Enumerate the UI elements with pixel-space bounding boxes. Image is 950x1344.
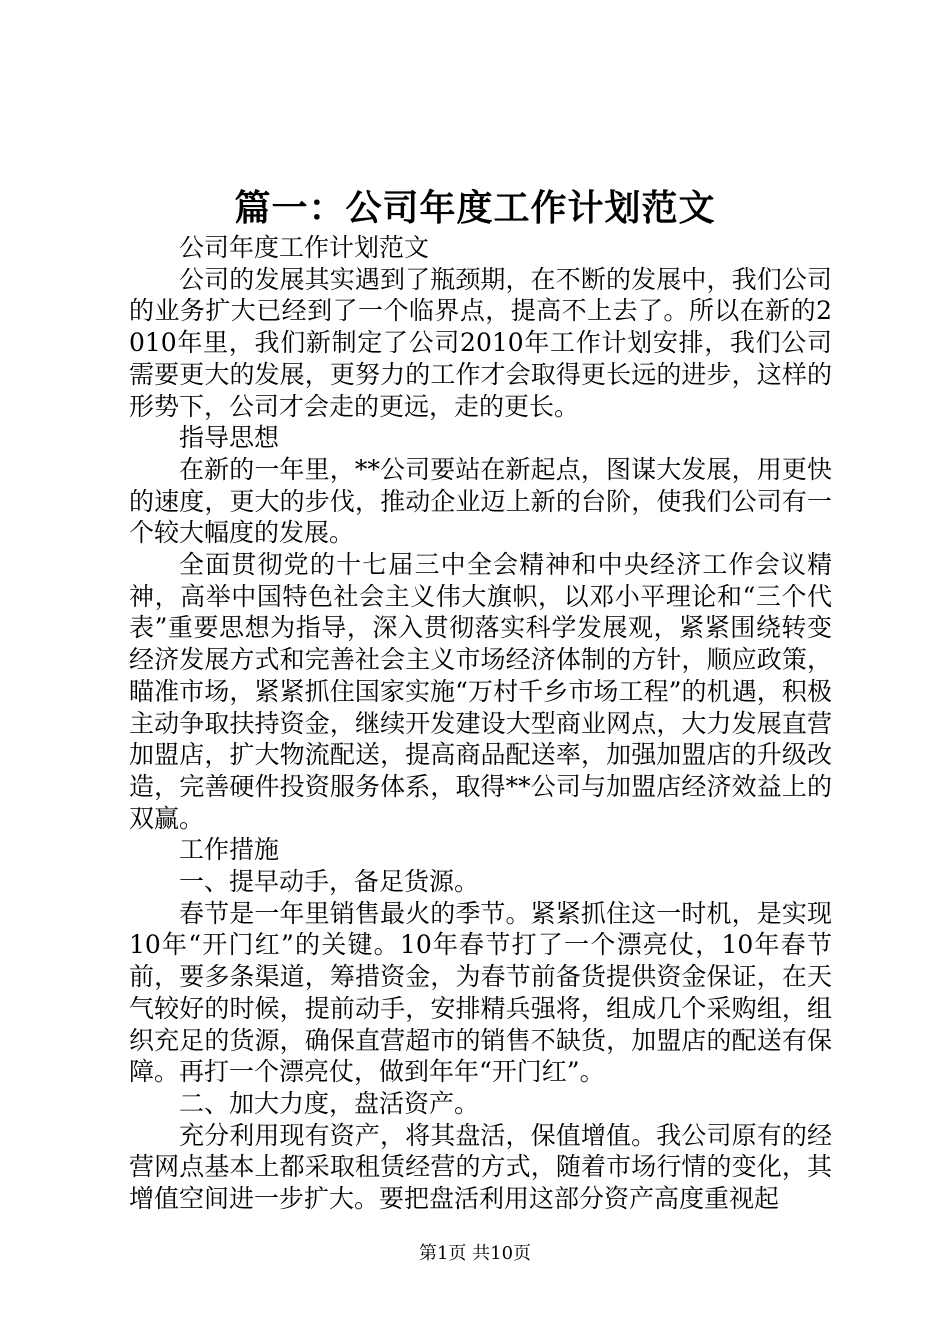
heading-measure-two: 二、加大力度，盘活资产。 xyxy=(179,1088,480,1118)
document-title: 篇一：公司年度工作计划范文 xyxy=(234,187,716,229)
heading-work-measures: 工作措施 xyxy=(179,835,280,865)
document-body xyxy=(129,232,832,1215)
paragraph-subtitle: 公司年度工作计划范文 xyxy=(179,233,430,262)
heading-measure-one: 一、提早动手，备足货源。 xyxy=(179,867,480,897)
heading-guiding-ideology: 指导思想 xyxy=(179,423,280,453)
paragraph-spring-festival: 春节是一年里销售最火的季节。紧紧抓住这一时机，是实现10年“开门红”的关键。10年春节打了一个漂亮仗，10年春节前，要多条渠道，筹措资金，为春节前备货提供资金保证，在天气较好的时候，提前动手，安排精兵强将，组成几个采购组，组织充足的货源，确保直营超市的销售不缺货，加盟店的配送有保障。再打一个漂亮仗，做到年年“开门红”。 xyxy=(129,898,832,1087)
paragraph-new-year: 在新的一年里，**公司要站在新起点，图谋大发展，用更快的速度，更大的步伐，推动企业迈上新的台阶，使我们公司有一个较大幅度的发展。 xyxy=(129,454,832,548)
page-number-footer: 第1页 共10页 xyxy=(418,1243,532,1264)
paragraph-intro: 公司的发展其实遇到了瓶颈期，在不断的发展中，我们公司的业务扩大已经到了一个临界点，提高不上去了。所以在新的2010年里，我们新制定了公司2010年工作计划安排，我们公司需要更大的发展，更努力的工作才会取得更长远的进步，这样的形势下，公司才会走的更远，走的更长。 xyxy=(129,264,832,421)
paragraph-assets: 充分利用现有资产，将其盘活，保值增值。我公司原有的经营网点基本上都采取租赁经营的方式，随着市场行情的变化，其增值空间进一步扩大。要把盘活利用这部分资产高度重视起 xyxy=(129,1120,832,1214)
paragraph-policy: 全面贯彻党的十七届三中全会精神和中央经济工作会议精神，高举中国特色社会主义伟大旗帜，以邓小平理论和“三个代表”重要思想为指导，深入贯彻落实科学发展观，紧紧围绕转变经济发展方式和完善社会主义市场经济体制的方针，顺应政策，瞄准市场，紧紧抓住国家实施“万村千乡市场工程”的机遇，积极主动争取扶持资金，继续开发建设大型商业网点，大力发展直营加盟店，扩大物流配送，提高商品配送率，加强加盟店的升级改造，完善硬件投资服务体系，取得**公司与加盟店经济效益上的双赢。 xyxy=(129,550,832,833)
